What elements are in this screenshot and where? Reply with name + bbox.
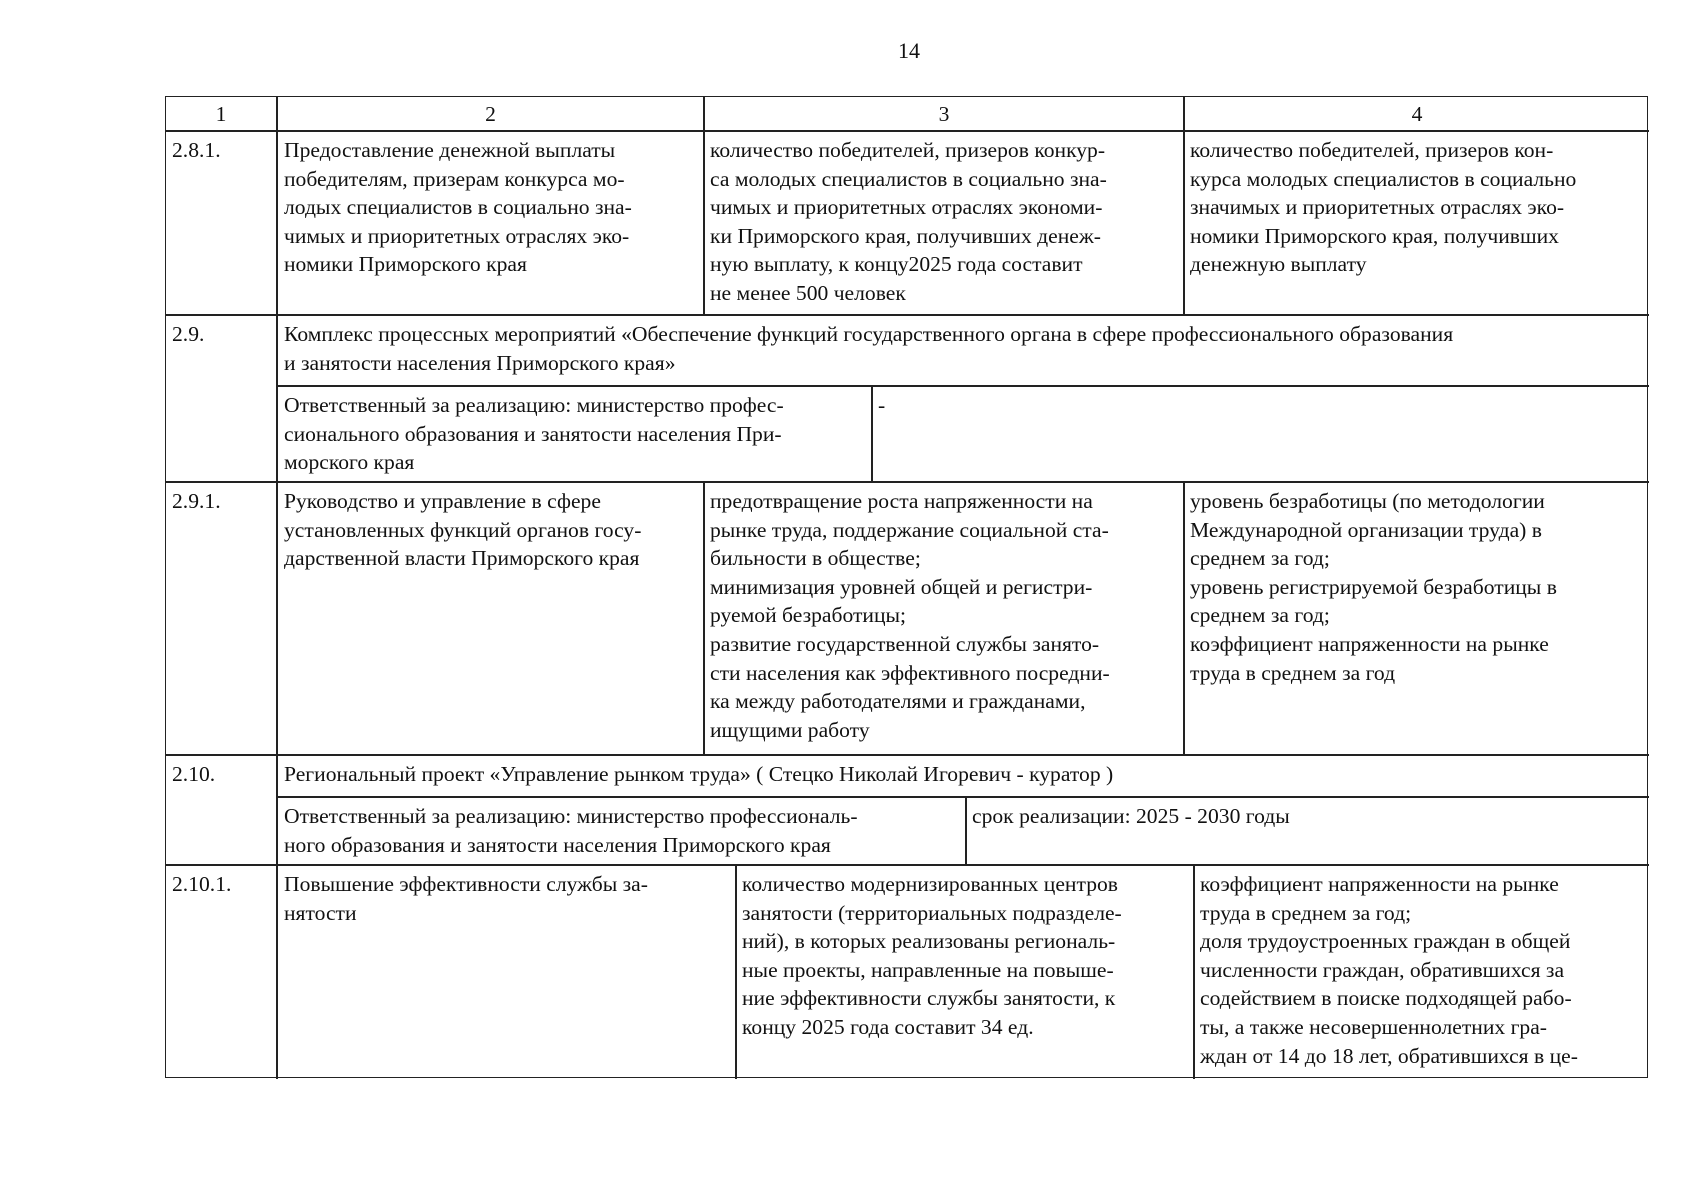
indicator-link: количество победителей, призеров кон- курса молодых специалистов в социально значимых и приоритетных отраслях эко- номики Приморского края, получивших денежную выплату xyxy=(1190,138,1577,277)
column-divider xyxy=(871,385,873,481)
expected-result: количество модернизированных центров занятости (территориальных подразделе- ний), в которых реализованы региональ- ные проекты, направленные на повыше- ние эффективности службы занятости, к концу 2025 года составит 34 ед. xyxy=(742,872,1122,1039)
header-divider xyxy=(166,130,1649,132)
row-divider xyxy=(166,754,1649,756)
measures-table xyxy=(165,96,1648,1078)
column-divider xyxy=(703,481,705,754)
implementation-term: - xyxy=(878,393,886,417)
row-number: 2.10.1. xyxy=(172,872,232,896)
header-col-2: 2 xyxy=(485,102,496,126)
expected-result: предотвращение роста напряженности на рынке труда, поддержание социальной ста- бильности в обществе; минимизация уровней общей и регистри- руемой безработицы; развитие государственной службы занято- сти населения как эффективного посредни- ка между работодателями и гражданами, ищущими работу xyxy=(710,489,1110,742)
measure-name: Повышение эффективности службы за- нятости xyxy=(284,872,648,925)
page-number: 14 xyxy=(898,38,920,63)
expected-result: количество победителей, призеров конкур- са молодых специалистов в социально зна- чимых и приоритетных отраслях экономи- ки Приморского края, получивших денеж- ную выплату, к концу2025 года составит не менее 500 человек xyxy=(710,138,1107,305)
column-divider xyxy=(1183,97,1185,314)
column-divider xyxy=(276,97,278,1079)
header-col-1: 1 xyxy=(215,102,227,126)
section-title: Региональный проект «Управление рынком труда» ( Стецко Николай Игоревич - куратор ) xyxy=(284,762,1114,786)
measure-name: Руководство и управление в сфере установленных функций органов госу- дарственной власти Приморского края xyxy=(284,489,642,571)
row-divider xyxy=(166,481,1649,483)
column-divider xyxy=(703,97,705,314)
column-divider xyxy=(965,796,967,864)
responsible-executor: Ответственный за реализацию: министерство профес- сионального образования и занятости населения При- морского края xyxy=(284,393,784,475)
row-divider xyxy=(276,796,1649,798)
implementation-term: срок реализации: 2025 - 2030 годы xyxy=(972,804,1290,828)
measure-name: Предоставление денежной выплаты победителям, призерам конкурса мо- лодых специалистов в социально зна- чимых и приоритетных отраслях эко- номики Приморского края xyxy=(284,138,632,277)
row-number: 2.10. xyxy=(172,762,216,786)
column-divider xyxy=(1193,864,1195,1079)
row-divider xyxy=(166,864,1649,866)
row-number: 2.9.1. xyxy=(172,489,221,513)
indicator-link: уровень безработицы (по методологии Международной организации труда) в среднем за год; уровень регистрируемой безработицы в среднем за год; коэффициент напряженности на рынке труда в среднем за год xyxy=(1190,489,1557,685)
row-number: 2.9. xyxy=(172,322,205,346)
section-title: Комплекс процессных мероприятий «Обеспечение функций государственного органа в сфере профессионального образования и занятости населения Приморского края» xyxy=(284,322,1454,375)
column-divider xyxy=(735,864,737,1079)
header-col-3: 3 xyxy=(938,102,950,126)
row-divider xyxy=(276,385,1649,387)
responsible-executor: Ответственный за реализацию: министерство профессиональ- ного образования и занятости населения Приморского края xyxy=(284,804,858,857)
header-col-4: 4 xyxy=(1411,102,1423,126)
indicator-link: коэффициент напряженности на рынке труда в среднем за год; доля трудоустроенных граждан в общей численности граждан, обратившихся за содействием в поиске подходящей рабо- ты, а также несовершеннолетних гра- ждан от 14 до 18 лет, обратившихся в це- xyxy=(1200,872,1578,1068)
row-divider xyxy=(166,314,1649,316)
column-divider xyxy=(1183,481,1185,754)
row-number: 2.8.1. xyxy=(172,138,221,162)
